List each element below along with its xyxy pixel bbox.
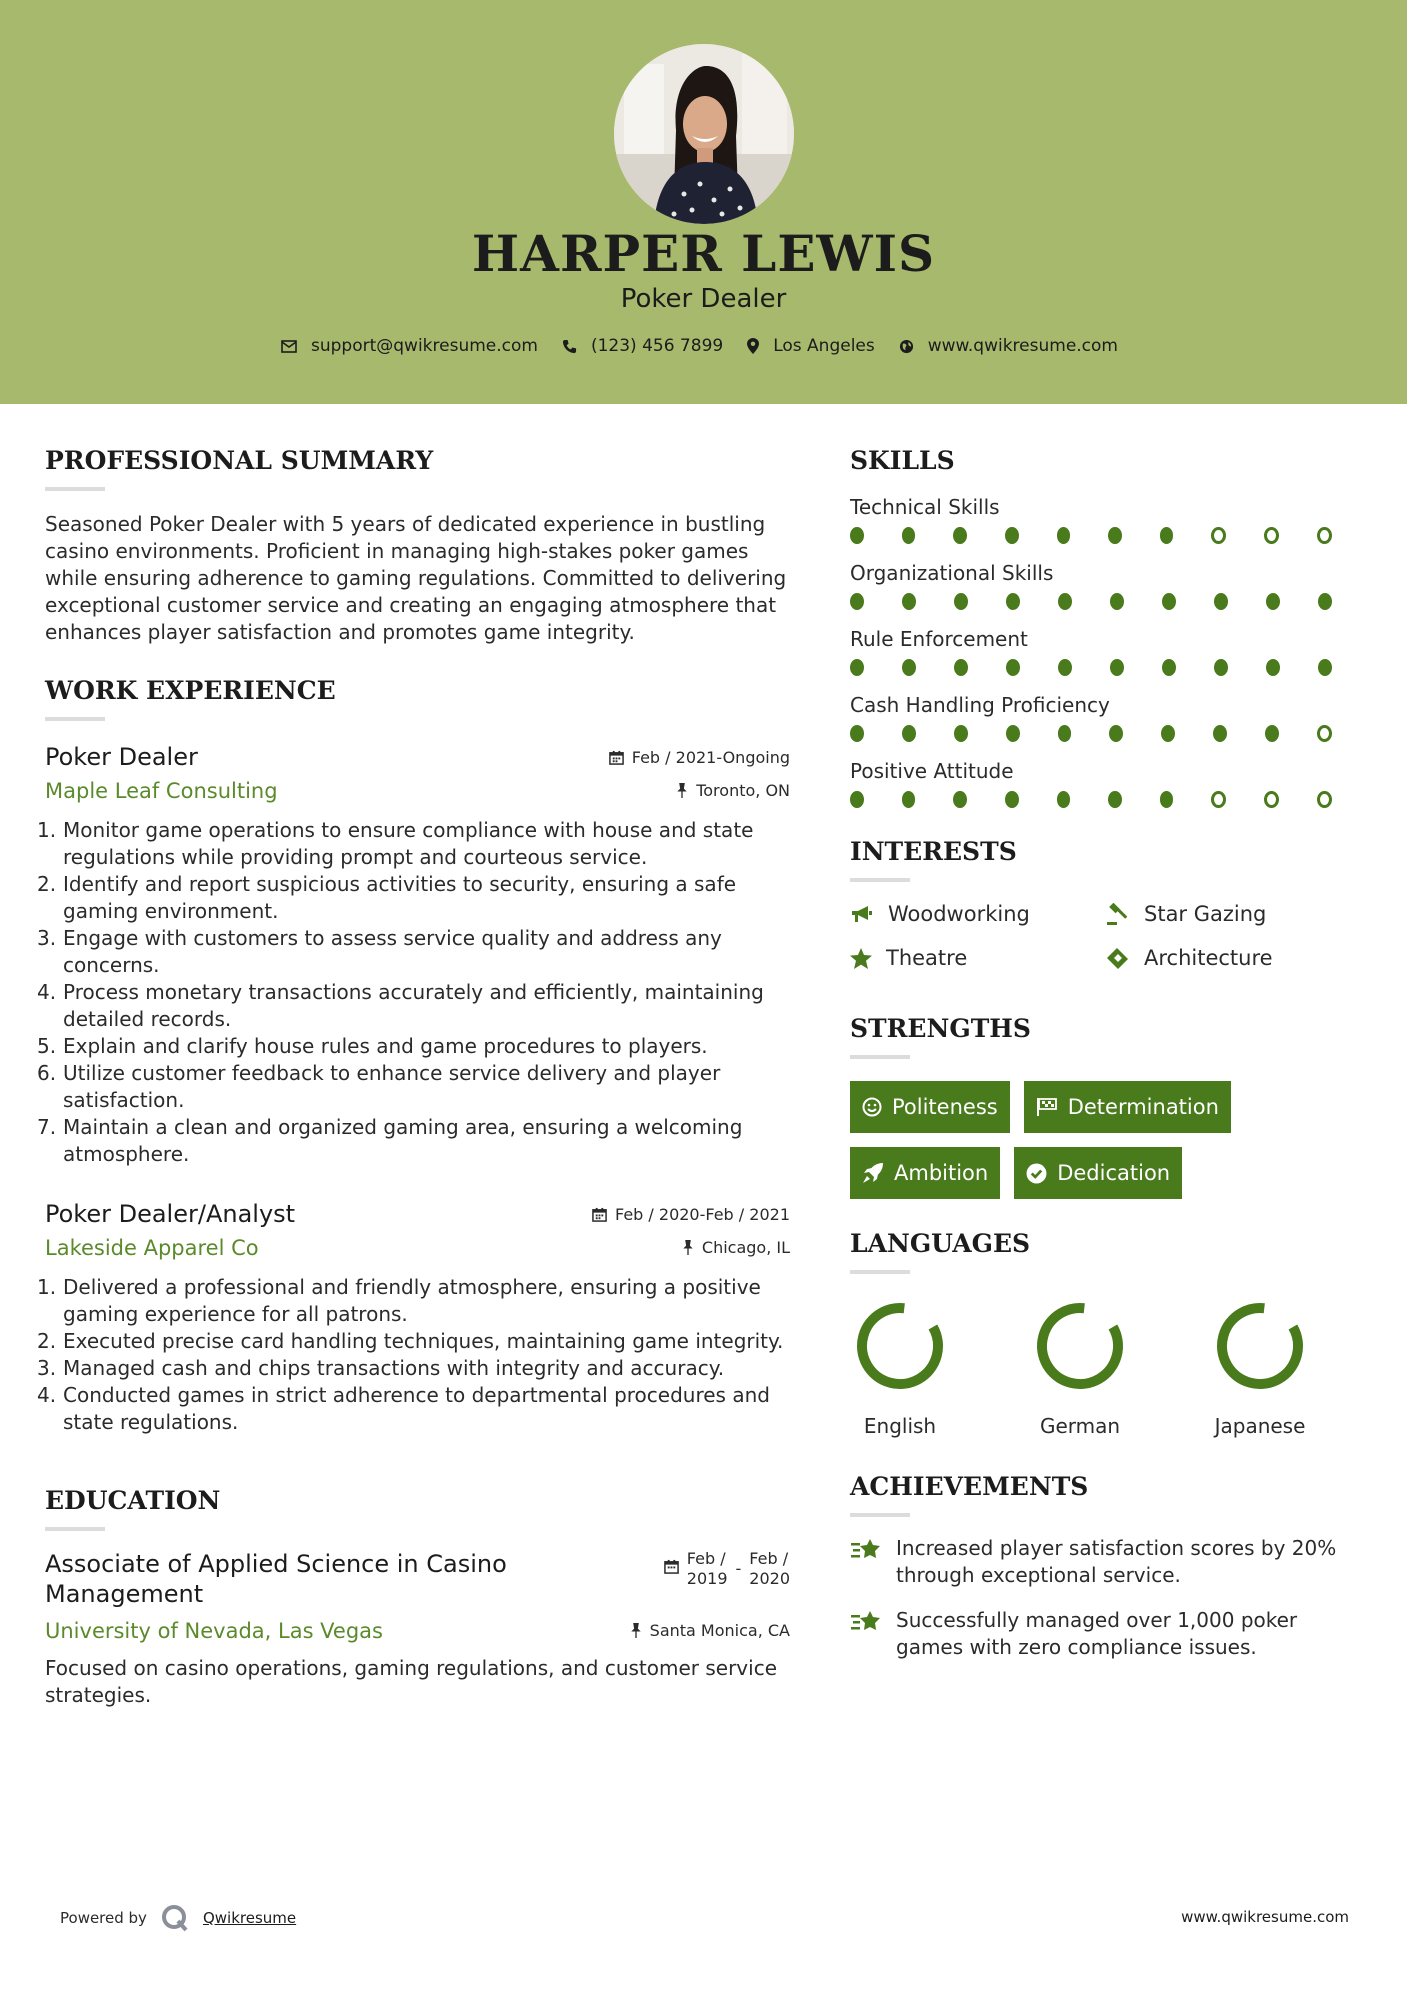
skill-rating <box>850 593 1370 613</box>
strengths-rule <box>850 1055 910 1059</box>
rating-dot-filled <box>1214 593 1228 610</box>
rating-dot-empty <box>1211 527 1226 544</box>
strength-badge <box>1024 1081 1231 1133</box>
skills-list <box>850 495 1370 811</box>
resume-header <box>0 0 1407 404</box>
duty-item: Executed precise card handling techniques, maintaining game integrity. <box>63 1329 784 1353</box>
rating-dot-empty <box>1317 725 1332 742</box>
contact-email-text: support@qwikresume.com <box>311 336 538 356</box>
education-heading: EDUCATION <box>45 1486 221 1515</box>
strengths-list <box>850 1081 1370 1199</box>
languages-section <box>850 1229 1370 1438</box>
rating-dot-filled <box>902 725 916 742</box>
languages-heading: LANGUAGES <box>850 1229 1031 1258</box>
language-item <box>1030 1296 1130 1438</box>
summary-rule <box>45 487 105 491</box>
rating-dot-filled <box>953 791 967 808</box>
interests-heading: INTERESTS <box>850 837 1017 866</box>
rating-dot-filled <box>1265 725 1279 742</box>
education-text: Focused on casino operations, gaming regulations, and customer service strategies. <box>45 1656 778 1707</box>
duty-item: Conducted games in strict adherence to departmental procedures and state regulations. <box>63 1383 770 1434</box>
rating-dot-filled <box>850 659 864 676</box>
megaphone-icon <box>850 904 874 924</box>
language-ring <box>850 1296 950 1396</box>
rating-dot-filled <box>850 527 864 544</box>
rating-dot-filled <box>1005 527 1019 544</box>
duty-item: Process monetary transactions accurately and efficiently, maintaining detailed records. <box>63 980 764 1031</box>
duty-item: Utilize customer feedback to enhance service delivery and player satisfaction. <box>63 1061 721 1112</box>
education-date <box>664 1549 790 1589</box>
skill-row <box>850 561 1370 613</box>
languages-rule <box>850 1270 910 1274</box>
rating-dot-filled <box>1058 725 1072 742</box>
rating-dot-filled <box>1318 659 1332 676</box>
left-column <box>45 446 790 1709</box>
rating-dot-filled <box>1110 593 1124 610</box>
location-pin-icon <box>747 338 759 354</box>
interests-rule <box>850 878 910 882</box>
job-entry-1 <box>45 743 790 1168</box>
rating-dot-filled <box>1058 593 1072 610</box>
date-from-year: 2019 <box>686 1569 728 1588</box>
languages-list <box>850 1296 1370 1438</box>
strength-label: Politeness <box>892 1095 998 1119</box>
skill-name: Organizational Skills <box>850 561 1054 585</box>
experience-rule <box>45 717 105 721</box>
skill-row <box>850 627 1370 679</box>
calendar-icon <box>592 1207 607 1222</box>
achievements-section <box>850 1472 1370 1661</box>
calendar-icon <box>609 750 624 765</box>
rating-dot-filled <box>1162 659 1176 676</box>
job-entry-2 <box>45 1200 790 1436</box>
rating-dot-empty <box>1264 791 1279 808</box>
rating-dot-filled <box>850 593 864 610</box>
rating-dot-filled <box>902 791 916 808</box>
duty-item: Engage with customers to assess service quality and address any concerns. <box>63 926 722 977</box>
contact-website[interactable] <box>899 336 1118 356</box>
date-to-year: 2020 <box>749 1569 790 1588</box>
rating-dot-filled <box>1213 725 1227 742</box>
date-to-month: Feb / <box>749 1549 789 1568</box>
candidate-title: Poker Dealer <box>620 284 787 314</box>
language-ring-arc <box>1030 1296 1130 1396</box>
job-duties <box>45 817 790 1168</box>
skills-heading: SKILLS <box>850 446 955 475</box>
achievement-item <box>850 1535 1370 1589</box>
school-location <box>630 1621 790 1640</box>
achievement-text: Successfully managed over 1,000 poker games with zero compliance issues. <box>896 1608 1298 1659</box>
candidate-name: HARPER LEWIS <box>471 224 936 283</box>
rating-dot-filled <box>1108 791 1122 808</box>
page-footer <box>0 1896 1407 1936</box>
qwikresume-link[interactable]: Qwikresume <box>202 1909 297 1927</box>
job-duties <box>45 1274 790 1436</box>
skill-name: Cash Handling Proficiency <box>850 693 1110 717</box>
strengths-section <box>850 1014 1370 1199</box>
interest-item <box>1106 902 1362 926</box>
interests-list <box>850 902 1370 970</box>
globe-icon <box>899 339 914 354</box>
rating-dot-empty <box>1264 527 1279 544</box>
rating-dot-filled <box>953 527 967 544</box>
strength-label: Ambition <box>894 1161 989 1185</box>
job-company: Maple Leaf Consulting <box>45 779 278 803</box>
rating-dot-filled <box>954 593 968 610</box>
job-date <box>592 1205 790 1224</box>
language-label: Japanese <box>1214 1414 1306 1438</box>
strength-badge <box>1014 1147 1182 1199</box>
rating-dot-filled <box>954 659 968 676</box>
summary-text: Seasoned Poker Dealer with 5 years of dedicated experience in bustling casino environments. Proficient in managing high-stakes poker games while ensuring adherence to gaming regulations. Committed to delivering exceptional customer service and creating an engaging atmosphere that enhances player satisfaction and promotes game integrity. <box>45 512 787 644</box>
rating-dot-filled <box>1006 593 1020 610</box>
duty-item: Delivered a professional and friendly atmosphere, ensuring a positive gaming experience for all patrons. <box>63 1275 761 1326</box>
rating-dot-filled <box>902 593 916 610</box>
language-ring-arc <box>1210 1296 1310 1396</box>
strength-label: Dedication <box>1057 1161 1171 1185</box>
flag-icon <box>1036 1097 1058 1117</box>
job-location-text: Toronto, ON <box>696 781 790 800</box>
rating-dot-filled <box>1057 791 1071 808</box>
contact-phone[interactable] <box>562 336 723 356</box>
rating-dot-filled <box>1266 593 1280 610</box>
rating-dot-filled <box>1109 725 1123 742</box>
education-section <box>45 1486 790 1709</box>
interest-label: Architecture <box>1144 946 1273 970</box>
powered-by-text: Powered by <box>60 1909 147 1927</box>
phone-icon <box>562 339 577 354</box>
rating-dot-filled <box>1318 593 1332 610</box>
duty-item: Monitor game operations to ensure compliance with house and state regulations while providing prompt and courteous service. <box>63 818 754 869</box>
job-location <box>676 781 790 800</box>
footer-url[interactable]: www.qwikresume.com <box>1181 1908 1349 1926</box>
qwikresume-logo-icon <box>161 1904 189 1932</box>
shooting-star-icon <box>850 1535 882 1563</box>
ticket-icon <box>1106 947 1130 969</box>
rating-dot-filled <box>1162 593 1176 610</box>
skill-name: Positive Attitude <box>850 759 1014 783</box>
job-title: Poker Dealer <box>45 743 198 771</box>
job-location <box>682 1238 790 1257</box>
job-date-text: Feb / 2020-Feb / 2021 <box>615 1205 790 1224</box>
contact-bar <box>0 336 1407 356</box>
gavel-icon <box>1106 903 1130 925</box>
rating-dot-empty <box>1317 791 1332 808</box>
rating-dot-filled <box>1006 725 1020 742</box>
skill-rating <box>850 527 1370 547</box>
rating-dot-filled <box>1266 659 1280 676</box>
envelope-icon <box>281 340 297 353</box>
language-item <box>1210 1296 1310 1438</box>
skill-rating <box>850 725 1370 745</box>
date-separator: - <box>735 1559 742 1578</box>
profile-photo <box>614 44 794 224</box>
contact-location-text: Los Angeles <box>773 336 875 356</box>
experience-section <box>45 676 790 1436</box>
interest-item <box>850 902 1106 926</box>
language-label: German <box>1039 1414 1121 1438</box>
strengths-heading: STRENGTHS <box>850 1014 1031 1043</box>
achievement-text: Increased player satisfaction scores by 20% through exceptional service. <box>896 1536 1337 1587</box>
shooting-star-icon <box>850 1607 882 1635</box>
pushpin-icon <box>676 783 688 798</box>
job-title: Poker Dealer/Analyst <box>45 1200 296 1228</box>
duty-item: Explain and clarify house rules and game procedures to players. <box>63 1034 708 1058</box>
skills-section <box>850 446 1370 811</box>
rating-dot-filled <box>1057 527 1071 544</box>
job-location-text: Chicago, IL <box>701 1238 790 1257</box>
language-ring <box>1210 1296 1310 1396</box>
interest-item <box>850 946 1106 970</box>
rating-dot-filled <box>1160 791 1174 808</box>
achievement-item <box>850 1607 1370 1661</box>
degree-title: Associate of Applied Science in Casino Management <box>45 1550 507 1608</box>
language-item <box>850 1296 950 1438</box>
language-ring <box>1030 1296 1130 1396</box>
rating-dot-filled <box>1160 527 1174 544</box>
date-from <box>687 1549 728 1589</box>
skill-row <box>850 495 1370 547</box>
right-column <box>850 446 1370 1661</box>
strength-badge <box>850 1081 1010 1133</box>
rating-dot-empty <box>1317 527 1332 544</box>
rating-dot-filled <box>902 659 916 676</box>
education-rule <box>45 1527 105 1531</box>
experience-heading: WORK EXPERIENCE <box>45 676 336 705</box>
skill-rating <box>850 659 1370 679</box>
rating-dot-filled <box>1110 659 1124 676</box>
skill-rating <box>850 791 1370 811</box>
interest-label: Star Gazing <box>1144 902 1267 926</box>
interest-item <box>1106 946 1362 970</box>
rating-dot-filled <box>954 725 968 742</box>
interests-section <box>850 837 1370 970</box>
duty-item: Identify and report suspicious activities to security, ensuring a safe gaming environment. <box>63 872 737 923</box>
calendar-icon <box>664 1559 679 1574</box>
language-ring-arc <box>850 1296 950 1396</box>
powered-by <box>60 1904 296 1932</box>
skill-row <box>850 693 1370 745</box>
achievements-heading: ACHIEVEMENTS <box>850 1472 1089 1501</box>
school-location-text: Santa Monica, CA <box>649 1621 790 1640</box>
duty-item: Managed cash and chips transactions with integrity and accuracy. <box>63 1356 725 1380</box>
contact-location <box>747 336 875 356</box>
school-name: University of Nevada, Las Vegas <box>45 1619 383 1643</box>
rocket-icon <box>862 1162 884 1184</box>
rating-dot-filled <box>1005 791 1019 808</box>
job-company: Lakeside Apparel Co <box>45 1236 259 1260</box>
contact-phone-text: (123) 456 7899 <box>590 336 724 356</box>
summary-heading: PROFESSIONAL SUMMARY <box>45 446 434 475</box>
pushpin-icon <box>682 1240 694 1255</box>
language-label: English <box>863 1414 937 1438</box>
rating-dot-filled <box>1108 527 1122 544</box>
achievements-rule <box>850 1513 910 1517</box>
duty-item: Maintain a clean and organized gaming area, ensuring a welcoming atmosphere. <box>63 1115 743 1166</box>
job-date <box>609 748 790 767</box>
skill-name: Rule Enforcement <box>850 627 1028 651</box>
date-from-month: Feb / <box>686 1549 726 1568</box>
check-circle-icon <box>1026 1163 1047 1184</box>
skill-row <box>850 759 1370 811</box>
skill-name: Technical Skills <box>850 495 1000 519</box>
rating-dot-filled <box>850 791 864 808</box>
rating-dot-filled <box>850 725 864 742</box>
rating-dot-filled <box>902 527 916 544</box>
contact-email[interactable] <box>281 336 538 356</box>
interest-label: Woodworking <box>888 902 1030 926</box>
strength-badge <box>850 1147 1000 1199</box>
rating-dot-filled <box>1161 725 1175 742</box>
rating-dot-filled <box>1006 659 1020 676</box>
rating-dot-filled <box>1058 659 1072 676</box>
contact-website-text: www.qwikresume.com <box>927 336 1118 356</box>
job-date-text: Feb / 2021-Ongoing <box>631 748 790 767</box>
rating-dot-empty <box>1211 791 1226 808</box>
smile-icon <box>862 1097 882 1117</box>
rating-dot-filled <box>1214 659 1228 676</box>
star-icon <box>850 948 872 969</box>
strength-label: Determination <box>1067 1095 1219 1119</box>
pushpin-icon <box>630 1623 642 1638</box>
date-to <box>749 1549 790 1589</box>
interest-label: Theatre <box>886 946 968 970</box>
summary-section <box>45 446 790 646</box>
